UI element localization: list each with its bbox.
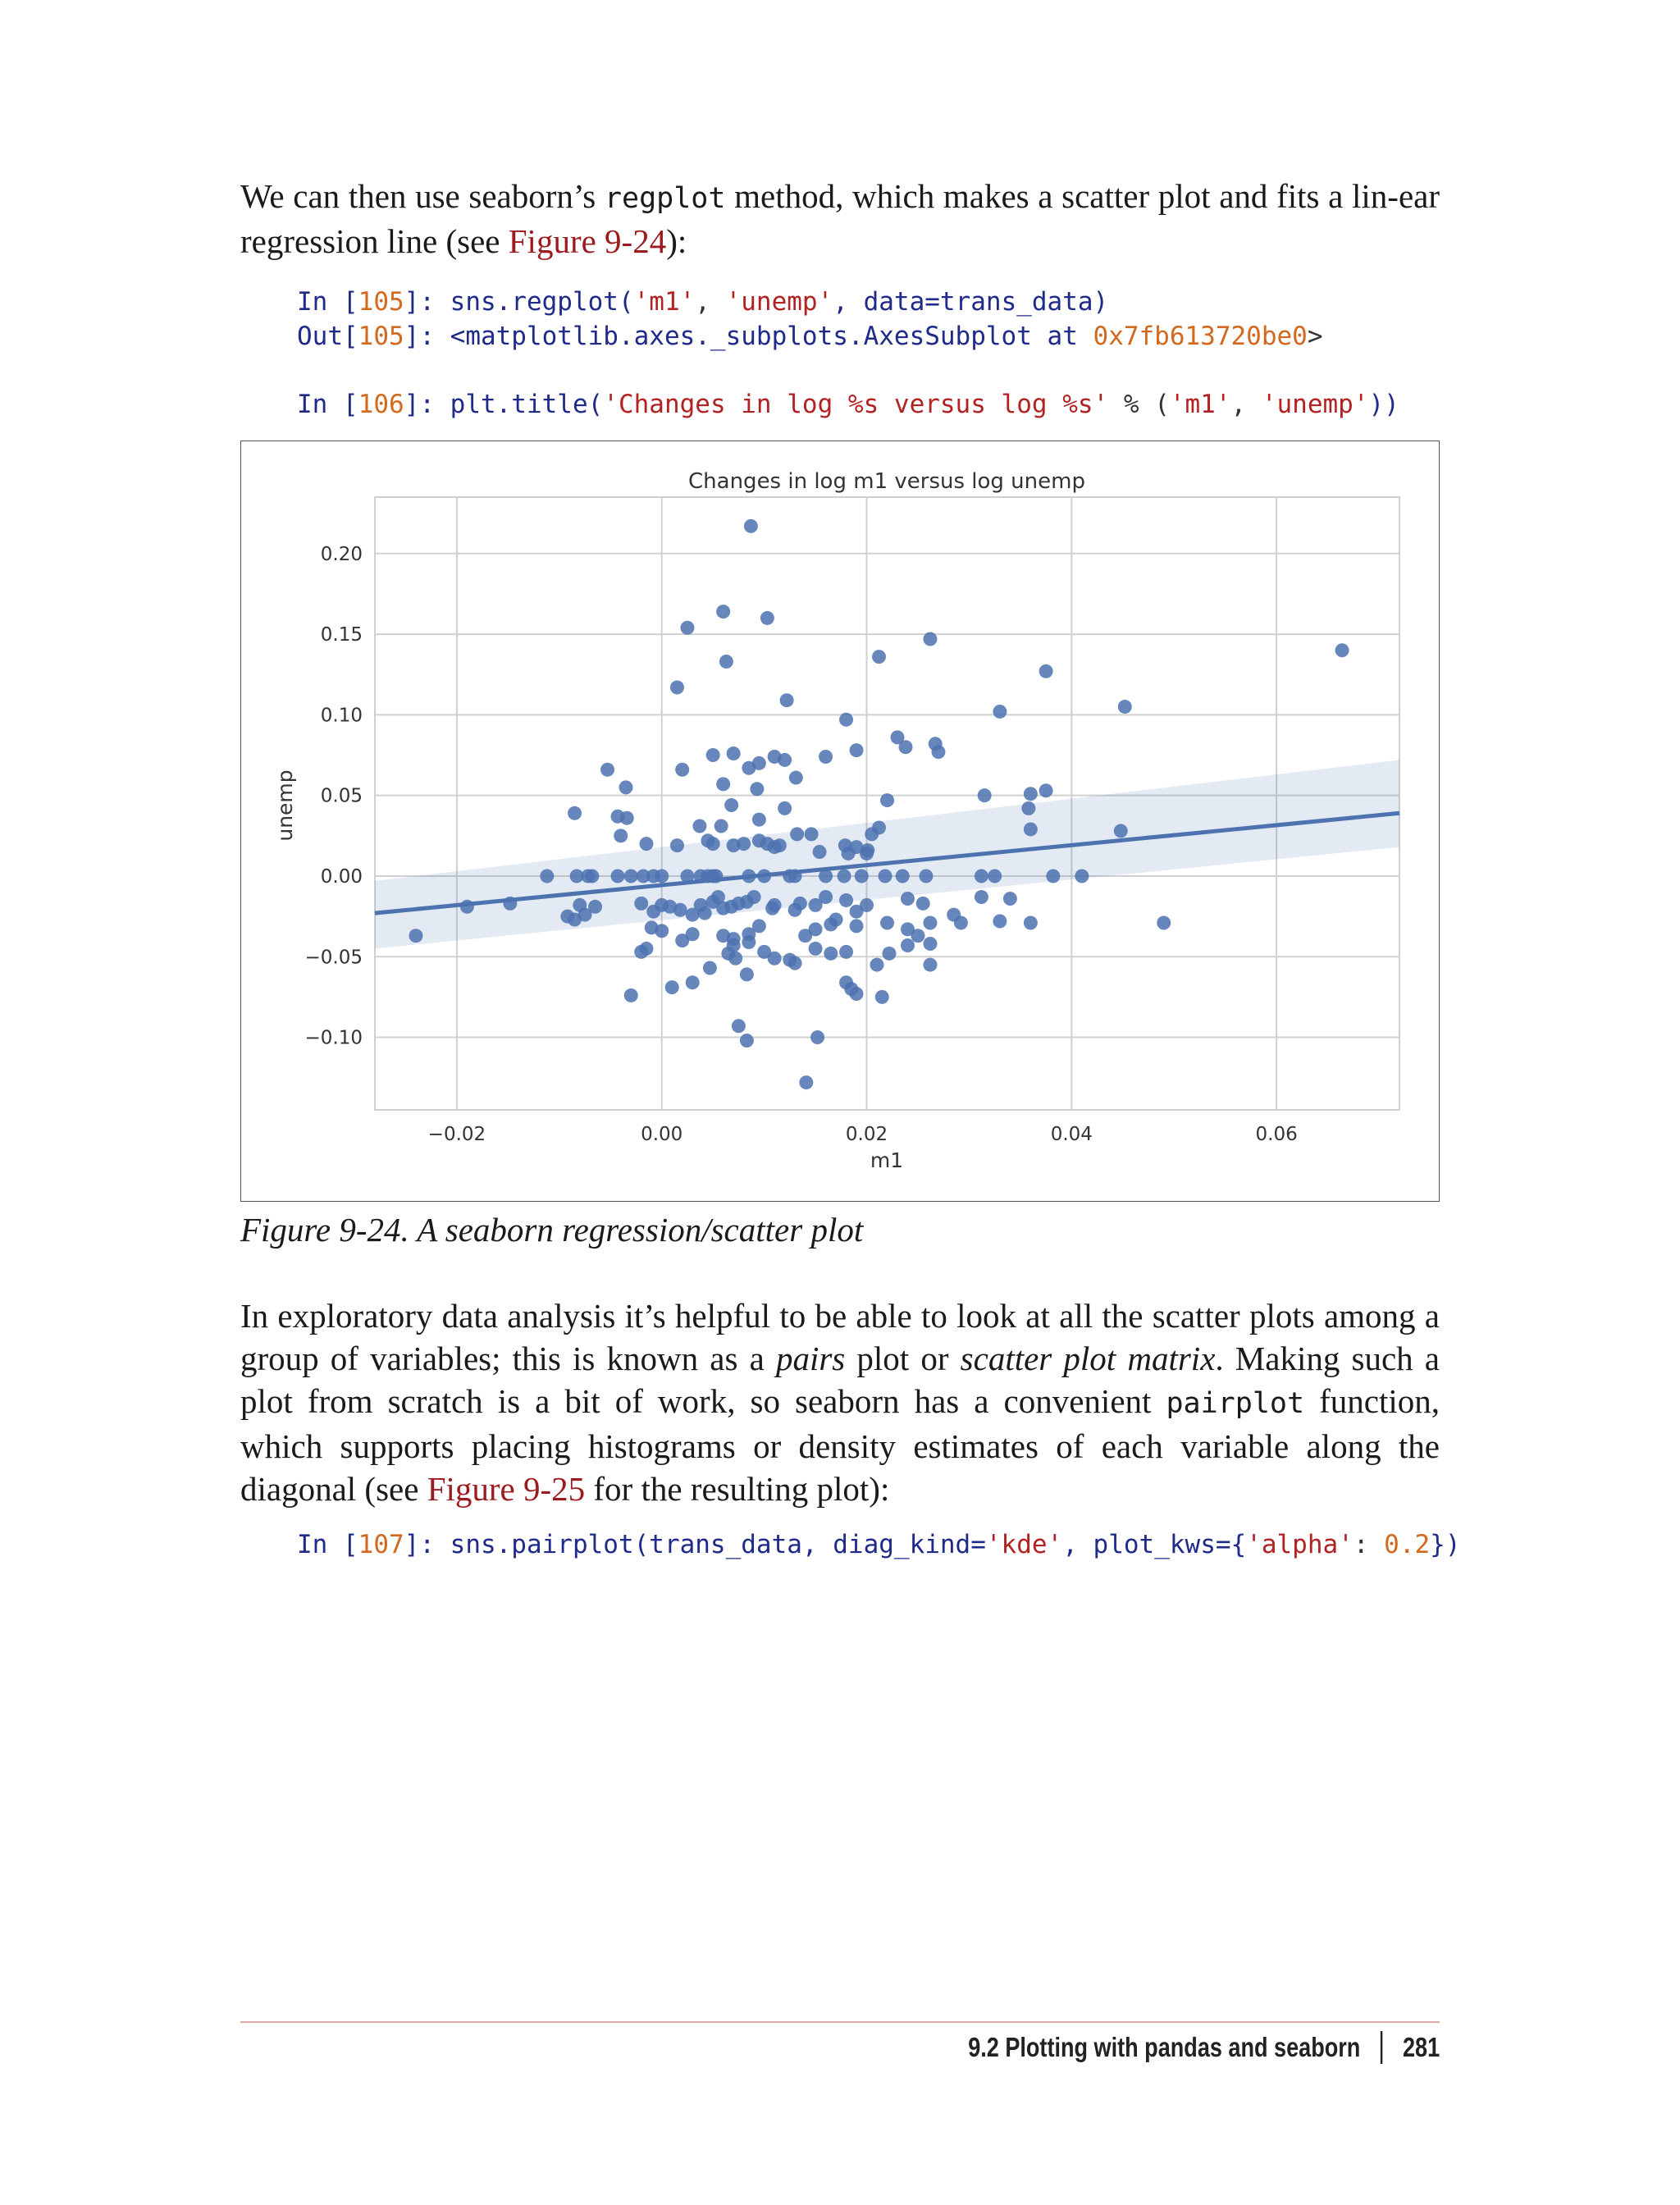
page-footer <box>968 2031 1440 2064</box>
intro-paragraph <box>240 175 1440 262</box>
data-point <box>728 952 742 966</box>
data-point <box>1046 869 1060 883</box>
code-text: )) <box>1368 390 1399 419</box>
out-prompt-close: ]: <box>404 322 450 351</box>
data-point <box>568 806 582 820</box>
data-point <box>901 892 915 906</box>
pairs-paragraph <box>240 1294 1440 1510</box>
data-point <box>975 890 988 904</box>
data-point <box>1003 892 1017 906</box>
data-point <box>686 927 700 941</box>
data-point <box>703 961 717 975</box>
data-point <box>923 937 937 951</box>
data-point <box>919 869 933 883</box>
data-point <box>1335 643 1349 657</box>
data-point <box>716 777 730 791</box>
data-point <box>588 900 602 914</box>
data-point <box>778 753 792 767</box>
code-text: , plot_kws={ <box>1062 1530 1247 1559</box>
data-point <box>898 740 912 754</box>
data-point <box>634 945 648 959</box>
data-point <box>1039 783 1053 797</box>
data-point <box>880 915 894 929</box>
code-cell-105 <box>297 285 1323 354</box>
data-point <box>742 761 756 775</box>
data-point <box>692 819 706 833</box>
data-point <box>993 705 1007 719</box>
data-point <box>673 903 687 917</box>
data-point <box>993 915 1007 929</box>
data-point <box>799 1075 813 1089</box>
data-point <box>585 869 599 883</box>
footer-separator <box>1381 2031 1382 2064</box>
code-text: , <box>695 287 726 317</box>
data-point <box>882 947 896 961</box>
data-point <box>760 611 774 625</box>
data-point <box>1024 822 1038 836</box>
x-axis-label: m1 <box>870 1148 904 1172</box>
x-tick-label: 0.00 <box>641 1124 683 1145</box>
data-point <box>747 890 761 904</box>
in-number: 105 <box>358 287 404 317</box>
data-point <box>719 655 733 669</box>
data-point <box>614 829 628 842</box>
output-text: > <box>1307 322 1323 351</box>
in-prompt-close: ]: <box>404 287 450 317</box>
data-point <box>680 621 694 635</box>
data-point <box>872 650 886 664</box>
code-string: 'm1' <box>1169 390 1231 419</box>
figure-9-24 <box>240 441 1440 1202</box>
data-point <box>842 847 856 861</box>
data-point <box>634 897 648 911</box>
data-point <box>624 869 638 883</box>
para2-text-1: In exploratory data analysis it’s helpful to be able to look at all the scatter plots among a group of variables; this is known as a <box>240 1297 1440 1377</box>
data-point <box>1075 869 1089 883</box>
data-point <box>850 919 864 933</box>
data-point <box>1039 664 1053 678</box>
data-point <box>865 827 879 841</box>
data-point <box>737 837 751 851</box>
data-point <box>409 929 422 943</box>
chart-title: Changes in log m1 versus log unemp <box>688 469 1085 494</box>
code-text: , data=trans_data) <box>833 287 1109 317</box>
in-prompt: In [ <box>297 390 358 419</box>
code-string: 'kde' <box>985 1530 1063 1559</box>
data-point <box>1118 700 1132 714</box>
data-point <box>744 519 758 533</box>
footer-section-title: 9.2 Plotting with pandas and seaborn <box>968 2032 1361 2062</box>
code-string: 'alpha' <box>1246 1530 1354 1559</box>
footer-rule <box>240 2021 1440 2023</box>
y-tick-label: 0.15 <box>320 624 363 646</box>
data-point <box>975 869 988 883</box>
data-point <box>611 869 625 883</box>
data-point <box>901 938 915 952</box>
data-point <box>778 801 792 815</box>
data-point <box>793 897 807 911</box>
y-tick-label: −0.10 <box>304 1027 363 1049</box>
x-tick-label: 0.04 <box>1050 1124 1093 1145</box>
data-point <box>839 945 853 959</box>
data-point <box>988 869 1002 883</box>
x-tick-label: −0.02 <box>427 1124 486 1145</box>
data-point <box>619 780 633 794</box>
data-point <box>824 947 838 961</box>
data-point <box>923 632 937 646</box>
para2-text-5: for the resulting plot): <box>585 1470 890 1508</box>
in-prompt: In [ <box>297 1530 358 1559</box>
figure-caption: Figure 9-24. A seaborn regression/scatter plot <box>240 1211 864 1249</box>
data-point <box>670 680 684 694</box>
output-text: <matplotlib.axes._subplots.AxesSubplot at <box>450 322 1093 351</box>
x-tick-label: 0.06 <box>1255 1124 1298 1145</box>
y-tick-label: 0.05 <box>320 785 363 807</box>
data-point <box>855 869 869 883</box>
data-point <box>839 713 853 727</box>
output-address: 0x7fb613720be0 <box>1093 322 1308 351</box>
data-point <box>860 847 874 861</box>
data-point <box>788 956 802 970</box>
data-point <box>624 988 638 1002</box>
figure-9-24-link[interactable]: Figure 9-24 <box>508 222 667 260</box>
in-number: 107 <box>358 1530 404 1559</box>
data-point <box>655 869 669 883</box>
data-point <box>675 763 689 777</box>
para1-text-3: ): <box>666 222 687 260</box>
data-point <box>850 743 864 757</box>
data-point <box>670 838 684 852</box>
data-point <box>850 987 864 1001</box>
data-point <box>880 793 894 807</box>
data-point <box>790 827 804 841</box>
data-point <box>813 845 827 859</box>
data-point <box>740 967 754 981</box>
data-point <box>923 915 937 929</box>
data-point <box>752 813 766 827</box>
data-point <box>809 922 823 936</box>
data-point <box>773 838 787 852</box>
data-point <box>706 837 720 851</box>
data-point <box>727 746 741 760</box>
data-point <box>810 1030 824 1044</box>
data-point <box>923 958 937 972</box>
data-point <box>1157 915 1171 929</box>
data-point <box>829 913 843 927</box>
para2-text-4: function, which supports placing histograms or density estimates of each variable along the diagonal (see <box>240 1382 1440 1508</box>
data-point <box>620 811 634 825</box>
regression-scatter-chart <box>241 441 1439 1201</box>
data-point <box>540 869 554 883</box>
data-point <box>750 782 764 796</box>
data-point <box>724 798 738 812</box>
data-point <box>665 980 679 994</box>
data-point <box>838 869 851 883</box>
out-number: 105 <box>358 322 404 351</box>
page-number: 281 <box>1402 2032 1440 2062</box>
in-prompt-close: ]: <box>404 1530 450 1559</box>
data-point <box>740 1034 754 1048</box>
code-string: 'unemp' <box>1261 390 1369 419</box>
data-point <box>954 915 968 929</box>
para2-text-3: . Making such a plot from scratch is a bit of work, so seaborn has a convenient <box>240 1340 1440 1420</box>
para2-emphasis-matrix: scatter plot matrix <box>960 1340 1216 1377</box>
code-cell-106 <box>297 387 1399 422</box>
in-prompt-close: ]: <box>404 390 450 419</box>
code-string: 'unemp' <box>725 287 833 317</box>
data-point <box>879 869 892 883</box>
data-point <box>1021 801 1035 815</box>
para1-text-2: method, which makes a scatter plot and fits a lin-ear regression line (see <box>240 177 1440 260</box>
code-string: 'm1' <box>633 287 696 317</box>
data-point <box>655 924 669 938</box>
data-point <box>839 893 853 907</box>
data-point <box>819 750 833 764</box>
data-point <box>752 919 766 933</box>
y-axis-label: unemp <box>273 769 297 842</box>
para2-emphasis-pairs: pairs <box>775 1340 846 1377</box>
data-point <box>698 906 712 920</box>
out-prompt: Out[ <box>297 322 358 351</box>
data-point <box>732 1019 746 1033</box>
data-point <box>706 748 720 762</box>
code-text: sns.regplot( <box>450 287 634 317</box>
data-point <box>1114 824 1128 838</box>
data-point <box>789 771 803 785</box>
in-prompt: In [ <box>297 287 358 317</box>
data-point <box>768 952 782 966</box>
y-tick-label: −0.05 <box>304 947 363 969</box>
y-tick-label: 0.00 <box>320 865 363 888</box>
data-point <box>978 788 992 802</box>
data-point <box>819 890 833 904</box>
y-tick-label: 0.10 <box>320 705 363 727</box>
code-text: : <box>1353 1530 1385 1559</box>
data-point <box>716 605 730 619</box>
data-point <box>639 837 653 851</box>
para1-code-regplot: regplot <box>604 182 726 215</box>
data-point <box>1024 915 1038 929</box>
data-point <box>870 958 884 972</box>
code-text: }) <box>1430 1530 1461 1559</box>
code-text: , <box>1230 390 1262 419</box>
data-point <box>916 897 930 911</box>
para1-text-1: We can then use seaborn’s <box>240 177 605 215</box>
data-point <box>768 898 782 912</box>
data-point <box>742 935 756 949</box>
data-point <box>600 763 614 777</box>
data-point <box>911 929 924 943</box>
figure-9-25-link[interactable]: Figure 9-25 <box>427 1470 586 1508</box>
code-cell-107 <box>297 1527 1461 1562</box>
para2-code-pairplot: pairplot <box>1166 1387 1305 1420</box>
in-number: 106 <box>358 390 404 419</box>
data-point <box>1024 787 1038 801</box>
data-point <box>896 869 910 883</box>
data-point <box>860 898 874 912</box>
data-point <box>809 942 823 956</box>
data-point <box>875 990 889 1004</box>
para2-text-2: plot or <box>845 1340 961 1377</box>
y-tick-label: 0.20 <box>320 543 363 565</box>
data-point <box>780 693 794 707</box>
data-point <box>686 975 700 989</box>
code-text: plt.title( <box>450 390 604 419</box>
data-point <box>931 745 945 759</box>
code-number: 0.2 <box>1384 1530 1431 1559</box>
data-point <box>714 819 728 833</box>
code-string: 'Changes in log %s versus log %s' <box>603 390 1109 419</box>
x-tick-label: 0.02 <box>845 1124 888 1145</box>
code-text: % ( <box>1108 390 1170 419</box>
data-point <box>805 827 819 841</box>
code-text: sns.pairplot(trans_data, diag_kind= <box>450 1530 986 1559</box>
